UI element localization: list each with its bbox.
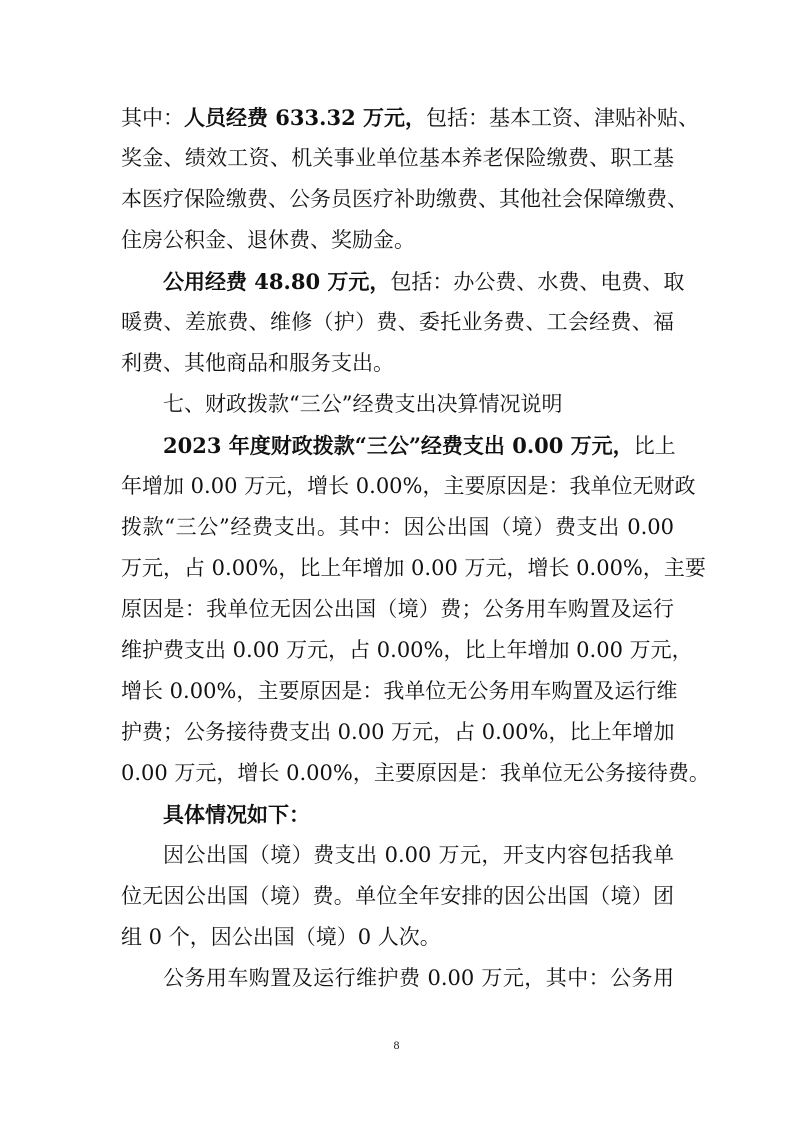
text-run: 护费；公务接待费支出 0.00 万元，占 0.00%，比上年增加 [121,720,675,744]
text-line [121,97,699,138]
text-run: 比上 [633,434,676,458]
text-line [121,630,693,671]
document-body [121,97,710,999]
text-run: 公务用车购置及运行维护费 0.00 万元，其中：公务用 [163,966,674,990]
text-line [121,343,674,384]
text-run: 七、财政拨款“三公”经费支出决算情况说明 [163,392,563,416]
text-line [121,548,706,589]
text-line [121,794,674,835]
text-line [121,302,674,343]
text-line [121,589,674,630]
text-line [121,958,674,999]
text-run: 0.00 万元，增长 0.00%，主要原因是：我单位无公务接待费。 [121,761,710,785]
text-run: 暖费、差旅费、维修（护）费、委托业务费、工会经费、福 [121,310,674,334]
text-run: 增长 0.00%，主要原因是：我单位无公务用车购置及运行维 [121,679,678,703]
text-line [121,384,674,425]
text-line [121,712,674,753]
text-line [121,466,696,507]
text-line [121,220,674,261]
text-run: 包括：办公费、水费、电费、取 [390,270,685,294]
text-run: 位无因公出国（境）费。单位全年安排的因公出国（境）团 [121,884,674,908]
text-line [121,835,674,876]
bold-text-run: 公用经费 48.80 万元， [163,269,391,294]
text-run: 本医疗保险缴费、公务员医疗补助缴费、其他社会保障缴费、 [121,187,688,211]
text-run: 因公出国（境）费支出 0.00 万元，开支内容包括我单 [163,843,674,867]
text-line [121,261,685,302]
text-line [121,425,674,466]
text-run: 住房公积金、退休费、奖励金。 [121,228,415,252]
page-number: 8 [393,1038,400,1052]
text-run: 组 0 个，因公出国（境）0 人次。 [121,925,441,949]
text-line [121,179,688,220]
bold-text-run: 2023 年度财政拨款“三公”经费支出 0.00 万元， [163,433,634,458]
text-run: 利费、其他商品和服务支出。 [121,351,394,375]
text-line [121,917,674,958]
text-run: 维护费支出 0.00 万元，占 0.00%，比上年增加 0.00 万元， [121,638,693,662]
text-line [121,753,710,794]
text-run: 包括：基本工资、津贴补贴、 [426,106,699,130]
text-line [121,876,674,917]
text-run: 奖金、绩效工资、机关事业单位基本养老保险缴费、职工基 [121,146,674,170]
text-line [121,138,674,179]
text-line [121,507,674,548]
text-run: 其中： [121,106,184,130]
bold-text-run: 具体情况如下： [163,802,310,827]
text-run: 年增加 0.00 万元，增长 0.00%，主要原因是：我单位无财政 [121,474,696,498]
text-run: 万元，占 0.00%，比上年增加 0.00 万元，增长 0.00%，主要 [121,556,706,580]
text-line [121,671,678,712]
text-run: 原因是：我单位无因公出国（境）费；公务用车购置及运行 [121,597,674,621]
bold-text-run: 人员经费 633.32 万元， [184,105,426,130]
text-run: 拨款“三公”经费支出。其中：因公出国（境）费支出 0.00 [121,515,674,539]
